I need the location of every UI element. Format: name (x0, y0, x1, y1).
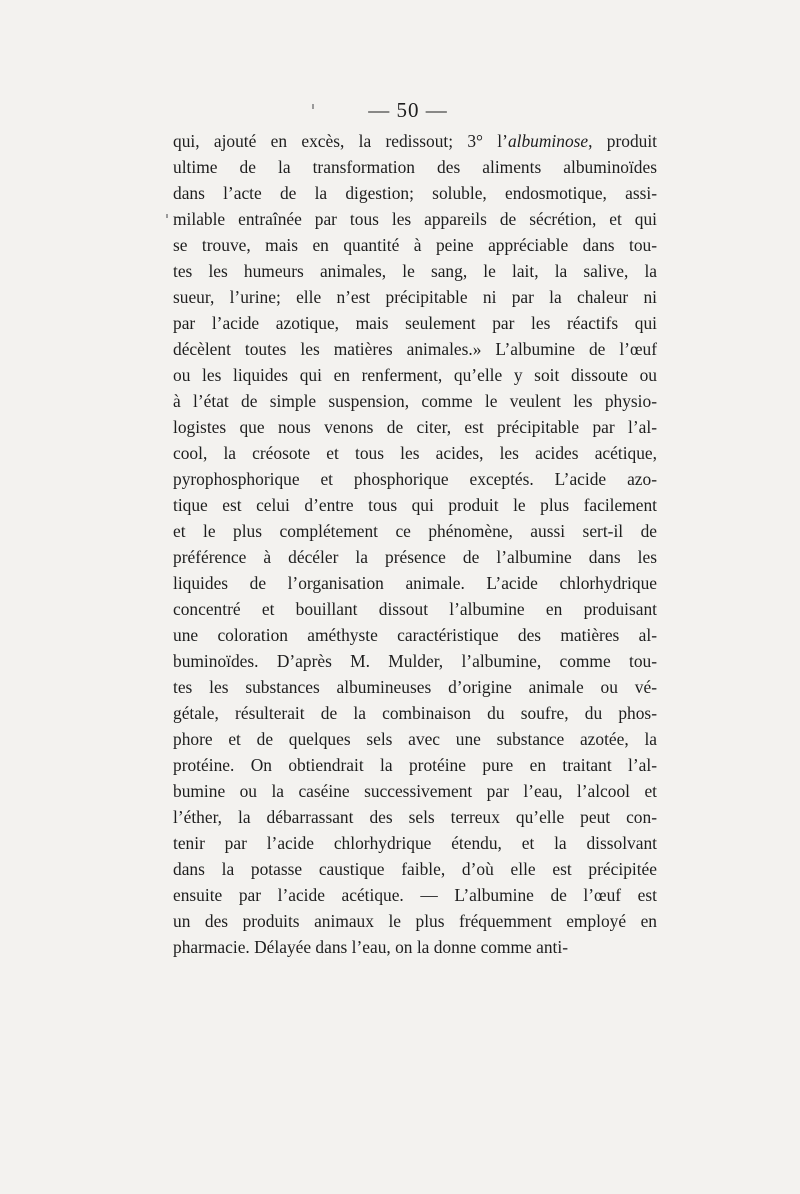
text-line: tique est celui d’entre tous qui produit le plus facilement (173, 495, 657, 515)
text-line: phore et de quelques sels avec une substance azotée, la (173, 729, 657, 749)
text-line: buminoïdes. D’après M. Mulder, l’albumine, comme tou- (173, 651, 657, 671)
text-line: l’éther, la débarrassant des sels terreux qu’elle peut con- (173, 807, 657, 827)
text-line: concentré et bouillant dissout l’albumine en produisant (173, 599, 657, 619)
text-line: pyrophosphorique et phosphorique exceptés. L’acide azo- (173, 469, 657, 489)
text-line: se trouve, mais en quantité à peine appréciable dans tou- (173, 235, 657, 255)
text-line: ensuite par l’acide acétique. — L’albumine de l’œuf est (173, 885, 657, 905)
text-line: sueur, l’urine; elle n’est précipitable ni par la chaleur ni (173, 287, 657, 307)
paper-speck (166, 214, 168, 218)
body-text (173, 128, 657, 960)
text-line: dans la potasse caustique faible, d’où elle est précipitée (173, 859, 657, 879)
text-line: tenir par l’acide chlorhydrique étendu, et la dissolvant (173, 833, 657, 853)
text-line: tes les humeurs animales, le sang, le lait, la salive, la (173, 261, 657, 281)
page-number: — 50 — (368, 98, 448, 122)
text-line: protéine. On obtiendrait la protéine pure en traitant l’al- (173, 755, 657, 775)
text-line: gétale, résulterait de la combinaison du soufre, du phos- (173, 703, 657, 723)
text-line: à l’état de simple suspension, comme le veulent les physio- (173, 391, 657, 411)
italic-term: albuminose (507, 131, 589, 151)
text-line: logistes que nous venons de citer, est précipitable par l’al- (173, 417, 657, 437)
text-line: milable entraînée par tous les appareils de sécrétion, et qui (173, 209, 657, 229)
text-line: un des produits animaux le plus fréquemment employé en (173, 911, 657, 931)
text-line: une coloration améthyste caractéristique des matières al- (173, 625, 657, 645)
text-line: liquides de l’organisation animale. L’acide chlorhydrique (173, 573, 657, 593)
text-line: préférence à décéler la présence de l’albumine dans les (173, 547, 657, 567)
text-line: ou les liquides qui en renferment, qu’elle y soit dissoute ou (173, 365, 657, 385)
text-line: dans l’acte de la digestion; soluble, endosmotique, assi- (173, 183, 657, 203)
text-line: tes les substances albumineuses d’origine animale ou vé- (173, 677, 657, 697)
text-line: cool, la créosote et tous les acides, les acides acétique, (173, 443, 657, 463)
text-line: décèlent toutes les matières animales.» L’albumine de l’œuf (173, 339, 657, 359)
text-line: pharmacie. Délayée dans l’eau, on la donne comme anti- (173, 937, 568, 957)
text-line: qui, ajouté en excès, la redissout; 3° l’albuminose, produit (173, 131, 657, 151)
text-line: bumine ou la caséine successivement par l’eau, l’alcool et (173, 781, 657, 801)
text-line: et le plus complétement ce phénomène, aussi sert-il de (173, 521, 657, 541)
text-line: par l’acide azotique, mais seulement par les réactifs qui (173, 313, 657, 333)
text-line: ultime de la transformation des aliments albuminoïdes (173, 157, 657, 177)
